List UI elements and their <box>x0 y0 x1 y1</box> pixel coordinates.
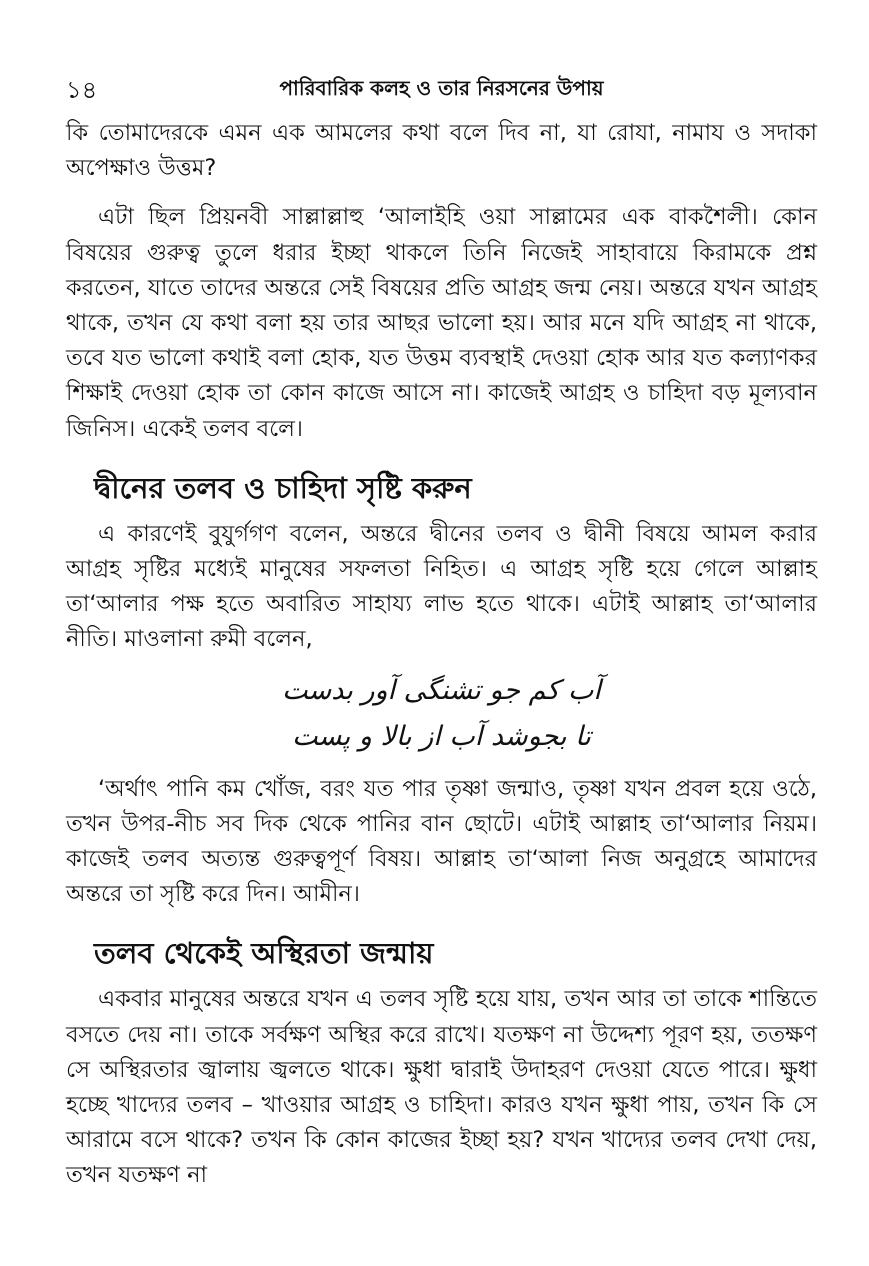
paragraph-5: একবার মানুষের অন্তরে যখন এ তলব সৃষ্টি হয়ে যায়, তখন আর তা তাকে শান্তিতে বসতে দেয় না। তাকে সর্বক্ষণ অস্থির করে রাখে। যতক্ষণ না উদ্দেশ্য পূরণ হয়, ততক্ষণ সে অস্থিরতার জ্বালায় জ্বলতে থাকে। ক্ষুধা দ্বারাই উদাহরণ দেওয়া যেতে পারে। ক্ষুধা হচ্ছে খাদ্যের তলব – খাওয়ার আগ্রহ ও চাহিদা। কারও যখন ক্ষুধা পায়, তখন কি সে আরামে বসে থাকে? তখন কি কোন কাজের ইচ্ছা হয়? যখন খাদ্যের তলব দেখা দেয়, তখন যতক্ষণ না <box>66 986 817 1189</box>
page-number: ১৪ <box>66 76 98 104</box>
section-heading-1: দ্বীনের তলব ও চাহিদা সৃষ্টি করুন <box>94 470 472 505</box>
verse-line-2: تا بجوشد آب از بالا و پست <box>292 720 591 752</box>
paragraph-2: এটা ছিল প্রিয়নবী সাল্লাল্লাহু ‘আলাইহি ওয়া সাল্লামের এক বাকশৈলী। কোন বিষয়ের গুরুত্ব তুলে ধরার ইচ্ছা থাকলে তিনি নিজেই সাহাবায়ে কিরামকে প্রশ্ন করতেন, যাতে তাদের অন্তরে সেই বিষয়ের প্রতি আগ্রহ জন্ম নেয়। অন্তরে যখন আগ্রহ থাকে, তখন যে কথা বলা হয় তার আছর ভালো হয়। আর মনে যদি আগ্রহ না থাকে, তবে যত ভালো কথাই বলা হোক, যত উত্তম ব্যবস্থাই দেওয়া হোক আর যত কল্যাণকর শিক্ষাই দেওয়া হোক তা কোন কাজে আসে না। কাজেই আগ্রহ ও চাহিদা বড় মূল্যবান জিনিস। একেই তলব বলে। <box>66 204 817 442</box>
page-header <box>66 72 817 106</box>
paragraph-3: এ কারণেই বুযুর্গগণ বলেন, অন্তরে দ্বীনের তলব ও দ্বীনী বিষয়ে আমল করার আগ্রহ সৃষ্টির মধ্যেই মানুষের সফলতা নিহিত। এ আগ্রহ সৃষ্টি হয়ে গেলে আল্লাহ তা‘আলার পক্ষ হতে অবারিত সাহায্য লাভ হতে থাকে। এটাই আল্লাহ তা‘আলার নীতি। মাওলানা রুমী বলেন, <box>66 520 817 653</box>
paragraph-1: কি তোমাদেরকে এমন এক আমলের কথা বলে দিব না, যা রোযা, নামায ও সদাকা অপেক্ষাও উত্তম? <box>66 120 817 182</box>
running-title: পারিবারিক কলহ ও তার নিরসনের উপায় <box>279 76 604 100</box>
paragraph-4: ‘অর্থাৎ পানি কম খোঁজ, বরং যত পার তৃষ্ণা জন্মাও, তৃষ্ণা যখন প্রবল হয়ে ওঠে, তখন উপর-নীচ সব দিক থেকে পানির বান ছোটে। এটাই আল্লাহ তা‘আলার নিয়ম। কাজেই তলব অত্যন্ত গুরুত্বপূর্ণ বিষয়। আল্লাহ তা‘আলা নিজ অনুগ্রহে আমাদের অন্তরে তা সৃষ্টি করে দিন। আমীন। <box>66 775 817 908</box>
persian-verse <box>66 668 817 760</box>
section-heading-2: তলব থেকেই অস্থিরতা জন্মায় <box>94 936 434 971</box>
page-body <box>66 116 817 1194</box>
verse-line-1: آب کم جو تشنگی آور بدست <box>282 674 601 706</box>
